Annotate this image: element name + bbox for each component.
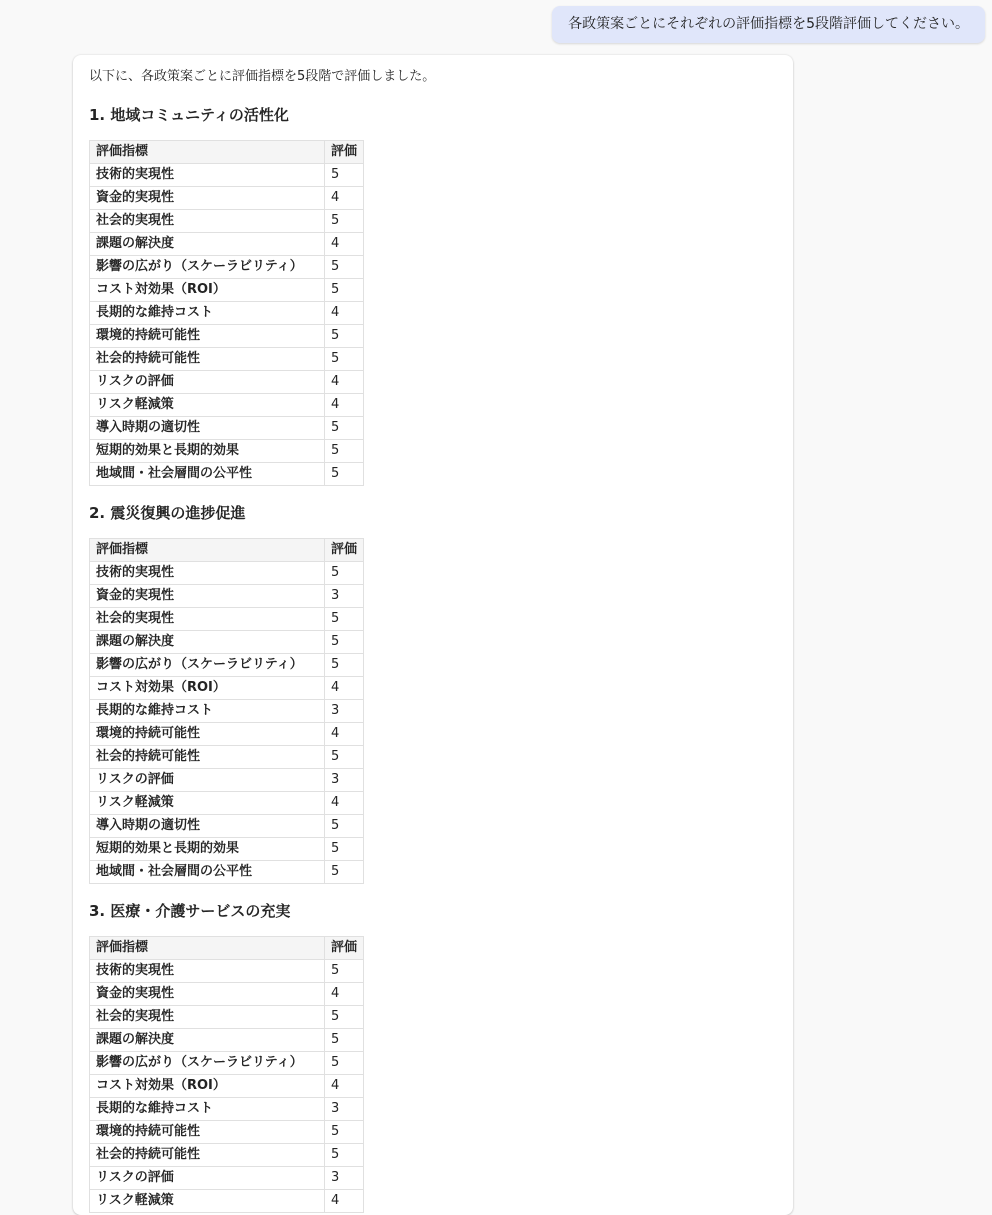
score-cell: 5	[325, 1052, 364, 1075]
table-row	[90, 815, 364, 838]
score-cell: 4	[325, 983, 364, 1006]
table-row	[90, 417, 364, 440]
metric-cell: コスト対効果（ROI）	[90, 1075, 325, 1098]
score-cell: 3	[325, 769, 364, 792]
score-cell: 5	[325, 210, 364, 233]
table-row	[90, 210, 364, 233]
metric-cell: リスク軽減策	[90, 792, 325, 815]
evaluation-table	[89, 936, 364, 1213]
metric-cell: リスクの評価	[90, 769, 325, 792]
evaluation-sections	[89, 104, 777, 1213]
table-row	[90, 769, 364, 792]
table-header-row	[90, 937, 364, 960]
score-cell: 5	[325, 960, 364, 983]
table-row	[90, 1144, 364, 1167]
score-cell: 5	[325, 1029, 364, 1052]
metric-cell: 影響の広がり（スケーラビリティ）	[90, 256, 325, 279]
score-cell: 5	[325, 608, 364, 631]
metric-cell: リスクの評価	[90, 1167, 325, 1190]
table-row	[90, 631, 364, 654]
score-column-header: 評価	[325, 539, 364, 562]
score-cell: 5	[325, 417, 364, 440]
table-row	[90, 677, 364, 700]
score-cell: 5	[325, 256, 364, 279]
metric-cell: 技術的実現性	[90, 960, 325, 983]
metric-cell: 長期的な維持コスト	[90, 302, 325, 325]
table-row	[90, 1029, 364, 1052]
metric-cell: 影響の広がり（スケーラビリティ）	[90, 654, 325, 677]
score-cell: 5	[325, 348, 364, 371]
table-row	[90, 233, 364, 256]
metric-cell: 技術的実現性	[90, 562, 325, 585]
assistant-intro-text: 以下に、各政策案ごとに評価指標を5段階で評価しました。	[89, 69, 436, 84]
metric-cell: 導入時期の適切性	[90, 417, 325, 440]
score-cell: 4	[325, 677, 364, 700]
table-row	[90, 325, 364, 348]
metric-cell: 社会的持続可能性	[90, 348, 325, 371]
metric-column-header: 評価指標	[90, 539, 325, 562]
table-row	[90, 394, 364, 417]
table-row	[90, 792, 364, 815]
score-cell: 3	[325, 700, 364, 723]
metric-cell: 社会的持続可能性	[90, 746, 325, 769]
metric-column-header: 評価指標	[90, 141, 325, 164]
table-row	[90, 463, 364, 486]
evaluation-table	[89, 140, 364, 486]
table-row	[90, 960, 364, 983]
evaluation-section	[89, 900, 777, 1213]
table-row	[90, 838, 364, 861]
metric-cell: 地域間・社会層間の公平性	[90, 861, 325, 884]
metric-cell: 課題の解決度	[90, 233, 325, 256]
score-cell: 5	[325, 463, 364, 486]
metric-cell: コスト対効果（ROI）	[90, 677, 325, 700]
score-cell: 5	[325, 746, 364, 769]
table-row	[90, 608, 364, 631]
table-row	[90, 440, 364, 463]
section-heading: 2. 震災復興の進捗促進	[89, 504, 246, 522]
score-cell: 4	[325, 1075, 364, 1098]
score-cell: 4	[325, 371, 364, 394]
metric-cell: 資金的実現性	[90, 585, 325, 608]
metric-cell: 短期的効果と長期的効果	[90, 838, 325, 861]
metric-cell: 長期的な維持コスト	[90, 1098, 325, 1121]
table-row	[90, 279, 364, 302]
table-row	[90, 1121, 364, 1144]
metric-cell: 資金的実現性	[90, 983, 325, 1006]
table-row	[90, 256, 364, 279]
table-row	[90, 1006, 364, 1029]
section-heading: 3. 医療・介護サービスの充実	[89, 902, 291, 920]
table-row	[90, 1098, 364, 1121]
metric-cell: 環境的持続可能性	[90, 1121, 325, 1144]
score-cell: 5	[325, 631, 364, 654]
metric-cell: リスク軽減策	[90, 394, 325, 417]
score-cell: 4	[325, 1190, 364, 1213]
score-cell: 5	[325, 279, 364, 302]
table-row	[90, 348, 364, 371]
table-row	[90, 723, 364, 746]
score-cell: 5	[325, 1006, 364, 1029]
score-cell: 3	[325, 1098, 364, 1121]
table-row	[90, 187, 364, 210]
metric-cell: 地域間・社会層間の公平性	[90, 463, 325, 486]
table-row	[90, 585, 364, 608]
metric-cell: 環境的持続可能性	[90, 723, 325, 746]
table-row	[90, 654, 364, 677]
score-column-header: 評価	[325, 141, 364, 164]
metric-cell: リスクの評価	[90, 371, 325, 394]
score-cell: 5	[325, 562, 364, 585]
table-row	[90, 700, 364, 723]
table-row	[90, 1052, 364, 1075]
table-row	[90, 1167, 364, 1190]
metric-cell: リスク軽減策	[90, 1190, 325, 1213]
score-cell: 4	[325, 233, 364, 256]
table-row	[90, 1190, 364, 1213]
table-row	[90, 861, 364, 884]
score-cell: 3	[325, 585, 364, 608]
score-column-header: 評価	[325, 937, 364, 960]
score-cell: 4	[325, 792, 364, 815]
metric-cell: 社会的実現性	[90, 608, 325, 631]
metric-cell: 社会的実現性	[90, 210, 325, 233]
table-row	[90, 164, 364, 187]
user-message-text: 各政策案ごとにそれぞれの評価指標を5段階評価してください。	[568, 16, 969, 32]
score-cell: 5	[325, 815, 364, 838]
score-cell: 5	[325, 654, 364, 677]
score-cell: 5	[325, 1144, 364, 1167]
table-header-row	[90, 539, 364, 562]
metric-cell: 短期的効果と長期的効果	[90, 440, 325, 463]
metric-cell: 導入時期の適切性	[90, 815, 325, 838]
section-heading: 1. 地域コミュニティの活性化	[89, 106, 289, 124]
table-row	[90, 302, 364, 325]
score-cell: 5	[325, 164, 364, 187]
assistant-message-card	[73, 55, 793, 1215]
metric-cell: 社会的持続可能性	[90, 1144, 325, 1167]
table-row	[90, 1075, 364, 1098]
metric-cell: コスト対効果（ROI）	[90, 279, 325, 302]
metric-cell: 社会的実現性	[90, 1006, 325, 1029]
metric-cell: 環境的持続可能性	[90, 325, 325, 348]
table-row	[90, 562, 364, 585]
table-row	[90, 746, 364, 769]
score-cell: 5	[325, 861, 364, 884]
score-cell: 3	[325, 1167, 364, 1190]
user-message-bubble	[552, 6, 985, 43]
score-cell: 4	[325, 723, 364, 746]
metric-column-header: 評価指標	[90, 937, 325, 960]
metric-cell: 課題の解決度	[90, 1029, 325, 1052]
score-cell: 5	[325, 325, 364, 348]
score-cell: 4	[325, 187, 364, 210]
evaluation-table	[89, 538, 364, 884]
evaluation-section	[89, 104, 777, 486]
metric-cell: 長期的な維持コスト	[90, 700, 325, 723]
table-row	[90, 371, 364, 394]
metric-cell: 資金的実現性	[90, 187, 325, 210]
table-row	[90, 983, 364, 1006]
metric-cell: 影響の広がり（スケーラビリティ）	[90, 1052, 325, 1075]
metric-cell: 技術的実現性	[90, 164, 325, 187]
score-cell: 5	[325, 440, 364, 463]
evaluation-section	[89, 502, 777, 884]
score-cell: 5	[325, 838, 364, 861]
table-header-row	[90, 141, 364, 164]
score-cell: 4	[325, 302, 364, 325]
score-cell: 5	[325, 1121, 364, 1144]
score-cell: 4	[325, 394, 364, 417]
metric-cell: 課題の解決度	[90, 631, 325, 654]
